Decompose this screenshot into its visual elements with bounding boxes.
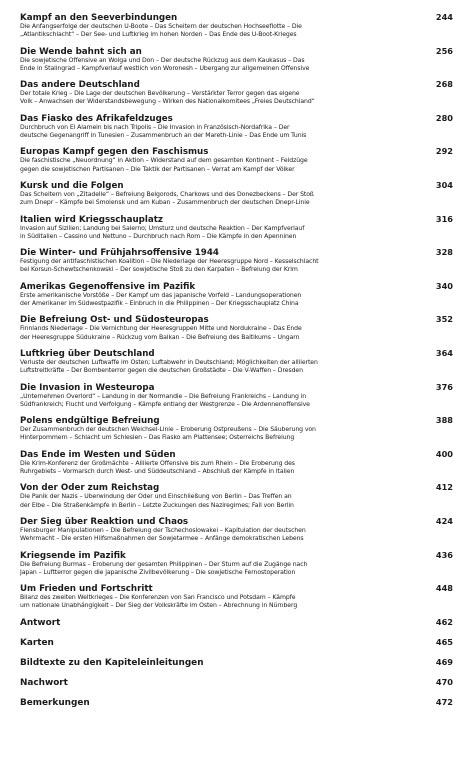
summary-line: deutsche Gegenangriff in Tunesien – Zusammenbruch an der Mareth-Linie – Das Ende um Tunis	[20, 132, 307, 140]
toc-back-matter-list	[20, 617, 453, 708]
summary-line: Die Panik der Nazis – Überwindung der Oder und Einschließung von Berlin – Das Treffen an	[20, 493, 292, 501]
toc-entry	[20, 214, 453, 242]
page-number: 244	[435, 12, 453, 22]
toc-entry	[20, 482, 453, 510]
toc-entry	[20, 550, 453, 578]
toc-entry	[20, 180, 453, 208]
chapter-title: Das Fiasko des Afrikafeldzuges	[20, 113, 173, 124]
summary-line: Die Krim-Konferenz der Großmächte – Alliierte Offensive bis zum Rhein – Die Eroberung des	[20, 459, 295, 467]
section-title: Bemerkungen	[20, 697, 90, 708]
page-number: 316	[435, 213, 453, 224]
summary-line: zum Dnepr – Kämpfe bei Smolensk und am Kuban – Zusammenbruch der deutschen Dnepr-Linie	[20, 199, 310, 207]
summary-line: Japan – Luftterror gegen die japanische Zivilbevölkerung – Die sowjetische Fernostoperation	[20, 568, 296, 576]
toc-entry	[20, 657, 453, 668]
page-number: 268	[435, 79, 453, 90]
chapter-title: Amerikas Gegenoffensive im Pazifik	[20, 281, 196, 292]
chapter-title: Von der Oder zum Reichstag	[20, 483, 160, 494]
chapter-summary	[20, 225, 453, 242]
chapter-title: Kampf an den Seeverbindungen	[20, 13, 178, 23]
chapter-title: Luftkrieg über Deutschland	[20, 348, 155, 359]
section-title: Karten	[20, 637, 54, 648]
summary-line: Flensburger Manipulationen – Die Befreiung der Tschechoslowakei – Kapitulation der deutschen	[20, 526, 306, 534]
summary-line: „Atlantikschlacht“ – Der See- und Luftkrieg im hohen Norden – Das Ende des U-Boot-Krieges	[20, 31, 297, 39]
toc-entry-heading	[20, 415, 453, 426]
page-number: 364	[435, 347, 453, 358]
chapter-summary	[20, 90, 453, 107]
chapter-title: Die Wende bahnt sich an	[20, 46, 142, 57]
toc-entry-heading	[20, 697, 453, 708]
toc-entry-heading	[20, 677, 453, 688]
page-number: 424	[435, 515, 453, 526]
chapter-title: Kursk und die Folgen	[20, 180, 124, 191]
section-title: Bildtexte zu den Kapiteleinleitungen	[20, 657, 204, 668]
toc-entry	[20, 113, 453, 141]
summary-line: bei Korsun-Schewtschenkowski – Der sowjetische Stoß zu den Karpaten – Befreiung der Krim	[20, 266, 298, 274]
summary-line: Die Befreiung Burmas – Eroberung der gesamten Philippinen – Der Sturm auf die Zugänge nach	[20, 560, 308, 568]
summary-line: Festigung der antifaschistischen Koalition – Die Niederlage der Heeresgruppe Nord – Kesselschlacht	[20, 258, 319, 266]
toc-entry-heading	[20, 247, 453, 258]
chapter-title: Europas Kampf gegen den Faschismus	[20, 147, 209, 158]
toc-entry	[20, 449, 453, 477]
toc-entry	[20, 146, 453, 174]
summary-line: Ende in Stalingrad – Kampfverlauf westlich von Woronesh – Übergang zur allgemeinen Offensive	[20, 64, 310, 72]
chapter-title: Die Winter- und Frühjahrsoffensive 1944	[20, 248, 219, 259]
page-number: 376	[435, 381, 453, 392]
chapter-title: Das Ende im Westen und Süden	[20, 449, 176, 460]
toc-entry-heading	[20, 583, 453, 594]
summary-line: Volk – Anwachsen der Widerstandsbewegung – Wirken des Nationalkomitees „Freies Deutschland“	[20, 98, 315, 106]
summary-line: Südfrankreich; Flucht und Verfolgung – Kämpfe entlang der Westgrenze – Die Ardennenoffensive	[20, 400, 310, 408]
summary-line: Wehrmacht – Die ersten Hilfsmaßnahmen der Sowjetarmee – Anfänge demokratischen Lebens	[20, 535, 304, 543]
summary-line: Bilanz des zweiten Weltkrieges – Die Konferenzen von San Francisco und Potsdam – Kämpfe	[20, 594, 296, 602]
toc-entry	[20, 382, 453, 410]
page-number: 388	[435, 415, 453, 426]
toc-entry-heading	[20, 550, 453, 561]
toc-entry-heading	[20, 46, 453, 57]
summary-line: der Elbe – Die Straßenkämpfe in Berlin – Letzte Zuckungen des Naziregimes; Fall von Berlin	[20, 501, 294, 509]
summary-line: Finnlands Niederlage – Die Vernichtung der Heeresgruppen Mitte und Nordukraine – Das Ende	[20, 325, 302, 333]
chapter-title: Der Sieg über Reaktion und Chaos	[20, 516, 189, 527]
chapter-summary	[20, 359, 453, 376]
page-number: 352	[435, 314, 453, 325]
page-number: 340	[435, 280, 453, 291]
chapter-summary	[20, 527, 453, 544]
page-number: 304	[435, 179, 453, 190]
page-number: 256	[435, 45, 453, 56]
chapter-title: Polens endgültige Befreiung	[20, 416, 160, 427]
chapter-summary	[20, 258, 453, 275]
page-number: 412	[435, 482, 453, 493]
toc-entry-heading	[20, 214, 453, 225]
chapter-summary	[20, 561, 453, 578]
page-number: 465	[435, 636, 453, 647]
toc-entry	[20, 79, 453, 107]
page-number: 462	[435, 616, 453, 627]
page-number: 472	[435, 696, 453, 707]
page-number: 469	[435, 656, 453, 667]
summary-line: Invasion auf Sizilien; Landung bei Salerno; Umsturz und deutsche Reaktion – Der Kampfverlauf	[20, 224, 305, 232]
toc-entry	[20, 281, 453, 309]
page-number: 436	[435, 549, 453, 560]
summary-line: Der totale Krieg – Die Lage der deutschen Bevölkerung – Verstärkter Terror gegen das eigene	[20, 90, 300, 98]
summary-line: Der Zusammenbruch der deutschen Weichsel-Linie – Eroberung Ostpreußens – Die Säuberung von	[20, 426, 316, 434]
toc-entry-heading	[20, 657, 453, 668]
chapter-summary	[20, 191, 453, 208]
toc-entry	[20, 247, 453, 275]
chapter-title: Die Befreiung Ost- und Südosteuropas	[20, 315, 209, 326]
chapter-summary	[20, 23, 453, 40]
page-number: 328	[435, 247, 453, 258]
chapter-title: Italien wird Kriegsschauplatz	[20, 214, 163, 225]
summary-line: Hinterpommern – Schlacht um Schlesien – Das Fiasko am Plattensee; Österreichs Befreiung	[20, 434, 295, 442]
toc-entry-heading	[20, 382, 453, 393]
summary-line: Durchbruch von El Alamein bis nach Tripolis – Die Invasion in Französisch-Nordafrika – Der	[20, 123, 290, 131]
toc-entry	[20, 516, 453, 544]
toc-entry	[20, 697, 453, 708]
toc-entry	[20, 415, 453, 443]
summary-line: Erste amerikanische Vorstöße – Der Kampf um das japanische Vorfeld – Landungsoperationen	[20, 291, 302, 299]
summary-line: gegen die sowjetischen Partisanen – Die Taktik der Partisanen – Verrat am Kampf der Völker	[20, 165, 295, 173]
toc-entry-heading	[20, 281, 453, 292]
chapter-summary	[20, 292, 453, 309]
chapter-summary	[20, 57, 453, 74]
chapter-title: Das andere Deutschland	[20, 80, 140, 91]
summary-line: der Heeresgruppe Südukraine – Rückzug vom Balkan – Die Befreiung des Baltikums – Ungarn	[20, 333, 300, 341]
toc-entry-heading	[20, 617, 453, 628]
chapter-title: Kriegsende im Pazifik	[20, 550, 126, 561]
toc-entry	[20, 637, 453, 648]
summary-line: Ruhrgebiets – Vormarsch durch West- und Süddeutschland – Abschluß der Kämpfe in Italien	[20, 468, 295, 476]
chapter-title: Um Frieden und Fortschritt	[20, 584, 153, 595]
toc-entry-heading	[20, 146, 453, 157]
summary-line: um nationale Unabhängigkeit – Der Sieg der Volkskräfte im Osten – Abrechnung in Nürnberg	[20, 602, 298, 610]
chapter-summary	[20, 426, 453, 443]
summary-line: Die faschistische „Neuordnung“ in Aktion – Widerstand auf dem gesamten Kontinent – Feldzüge	[20, 157, 308, 165]
summary-line: Die sowjetische Offensive an Wolga und Don – Der deutsche Rückzug aus dem Kaukasus – Das	[20, 56, 305, 64]
chapter-summary	[20, 325, 453, 342]
section-title: Nachwort	[20, 677, 68, 688]
page-number: 400	[435, 448, 453, 459]
toc-entry-heading	[20, 482, 453, 493]
toc-entry	[20, 583, 453, 611]
page-number: 470	[435, 676, 453, 687]
toc-entry-heading	[20, 348, 453, 359]
section-title: Antwort	[20, 617, 61, 628]
summary-line: in Süditalien – Cassino und Nettuno – Durchbruch nach Rom – Die Kämpfe in den Apenninen	[20, 232, 297, 240]
summary-line: Das Scheitern von „Zitadelle“ – Befreiung Belgorods, Charkows und des Donezbeckens – Der Stoß	[20, 190, 314, 198]
toc-entry	[20, 314, 453, 342]
toc-entry-heading	[20, 12, 453, 23]
toc-entry	[20, 617, 453, 628]
chapter-summary	[20, 493, 453, 510]
chapter-summary	[20, 460, 453, 477]
summary-line: Die Anfangserfolge der deutschen U-Boote – Das Scheitern der deutschen Hochseeflotte – Die	[20, 23, 302, 30]
toc-entry-heading	[20, 180, 453, 191]
toc-entry-heading	[20, 516, 453, 527]
toc-entry-heading	[20, 113, 453, 124]
toc-entry	[20, 348, 453, 376]
page-number: 280	[435, 112, 453, 123]
toc-chapter-list	[20, 12, 453, 611]
toc-entry	[20, 12, 453, 40]
page-number: 292	[435, 146, 453, 157]
toc-entry-heading	[20, 314, 453, 325]
page-number: 448	[435, 583, 453, 594]
toc-entry-heading	[20, 79, 453, 90]
toc-entry-heading	[20, 637, 453, 648]
chapter-summary	[20, 124, 453, 141]
chapter-summary	[20, 157, 453, 174]
chapter-summary	[20, 594, 453, 611]
summary-line: Luftstreitkräfte – Der Bombenterror gegen die deutschen Großstädte – Die V-Waffen – Dresden	[20, 367, 303, 375]
summary-line: der Amerikaner im Südwestpazifik – Einbruch in die Philippinen – Der Kriegsschauplatz China	[20, 300, 299, 308]
summary-line: „Unternehmen Overlord“ – Landung in der Normandie – Die Befreiung Frankreichs – Landung in	[20, 392, 307, 400]
toc-entry	[20, 677, 453, 688]
chapter-summary	[20, 393, 453, 410]
chapter-title: Die Invasion in Westeuropa	[20, 382, 155, 393]
summary-line: Verluste der deutschen Luftwaffe im Osten; Luftabwehr in Deutschland; Möglichkeiten der alliierten	[20, 358, 318, 366]
toc-entry	[20, 46, 453, 74]
toc-entry-heading	[20, 449, 453, 460]
